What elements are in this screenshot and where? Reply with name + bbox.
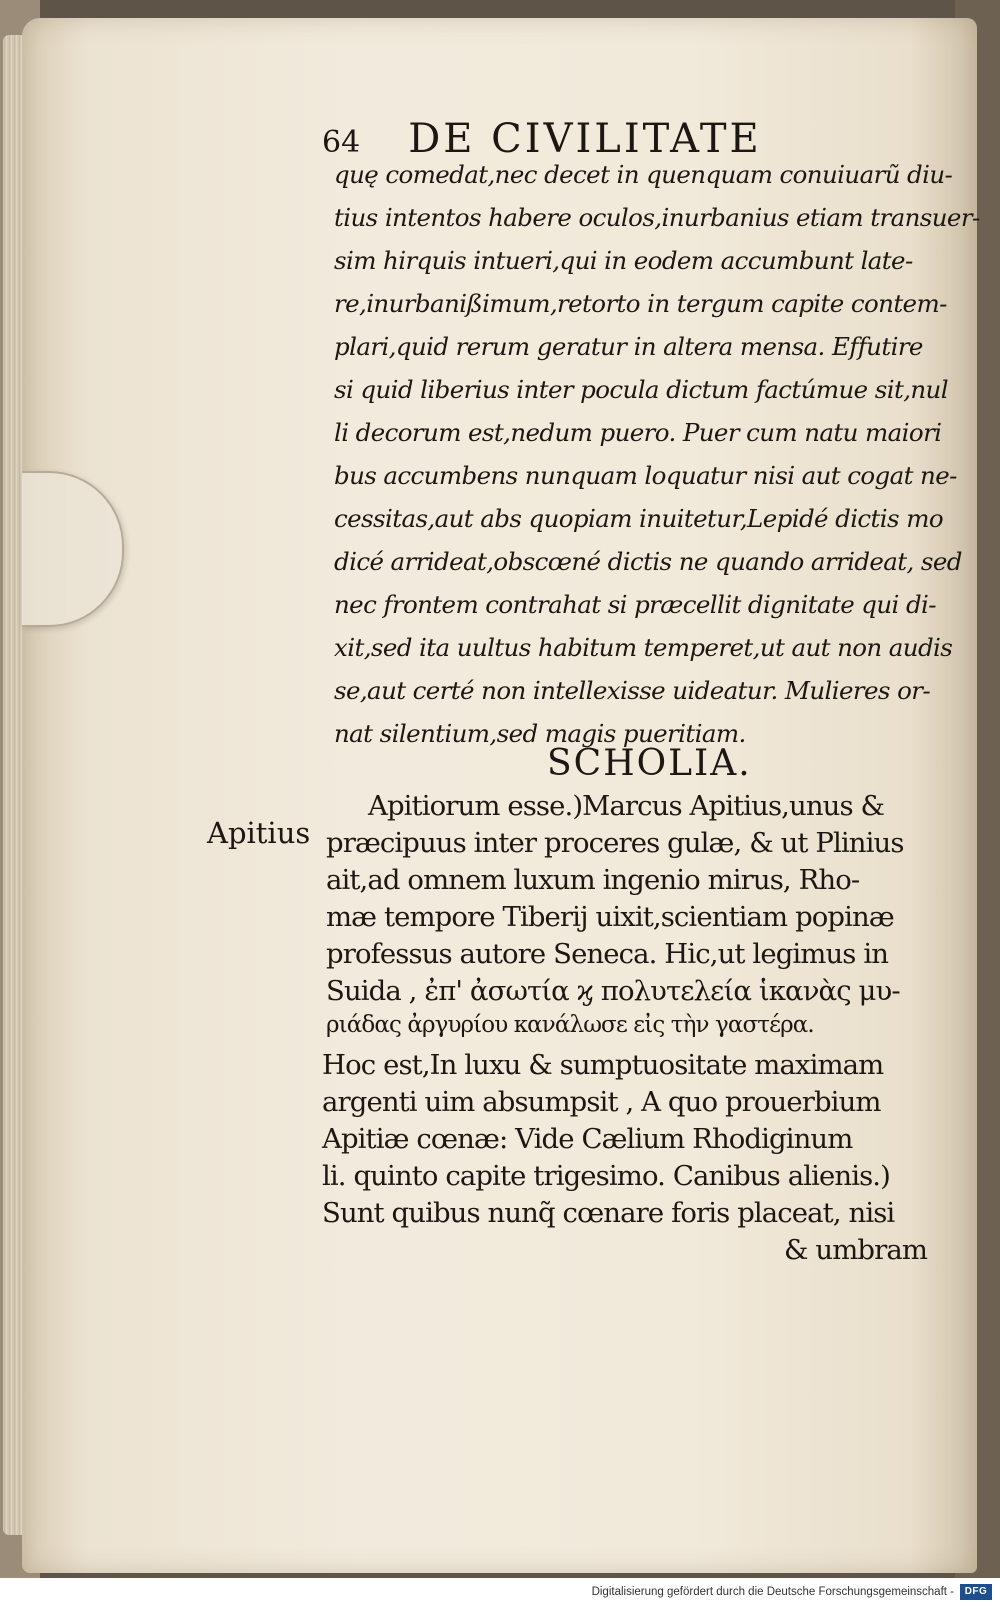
scholia-line: mæ tempore Tiberij uixit,scientiam popinæ <box>326 901 894 933</box>
scholia-line: præcipuus inter proceres gulæ, & ut Plinius <box>326 827 904 859</box>
main-text-line: quę comedat,nec decet in quenquam conuiuarũ diu- <box>334 160 953 189</box>
main-text-line: nat silentium,sed magis pueritiam. <box>334 719 746 748</box>
book-page <box>22 18 980 1573</box>
scholia-line: Sunt quibus nunq̃ cœnare foris placeat, nisi <box>322 1197 895 1229</box>
main-text-line: si quid liberius inter pocula dictum factúmue sit,nul <box>334 375 948 404</box>
scholia-line: ριάδας ἀργυρίου κανάλωσε εἰς τὴν γαστέρα. <box>326 1012 814 1038</box>
page-clip <box>22 471 124 627</box>
scholia-line: Hoc est,In luxu & sumptuositate maximam <box>322 1049 884 1081</box>
scholia-line: Apitiæ cœnæ: Vide Cælium Rhodiginum <box>322 1123 853 1155</box>
main-text-line: tius intentos habere oculos,inurbanius etiam transuer- <box>334 203 980 232</box>
main-text-line: re,inurbanißimum,retorto in tergum capite contem- <box>334 289 947 318</box>
main-text-line: sim hirquis intueri,qui in eodem accumbunt late- <box>334 246 913 275</box>
main-text-line: xit,sed ita uultus habitum temperet,ut aut non audis <box>334 633 953 662</box>
main-text-line: plari,quid rerum geratur in altera mensa. Effutire <box>334 332 923 361</box>
scholia-line: argenti uim absumpsit , A quo prouerbium <box>322 1086 881 1118</box>
margin-note: Apitius <box>207 816 311 850</box>
scholia-line: Apitiorum esse.)Marcus Apitius,unus & <box>368 790 885 822</box>
scholia-line: Suida , ἐπ' ἀσωτία ϗ πολυτελεία ἱκανὰς μυ- <box>326 975 900 1007</box>
main-text-line: cessitas,aut abs quopiam inuitetur,Lepidé dictis mo <box>334 504 943 533</box>
main-text-line: dicé arrideat,obscœné dictis ne quando arrideat, sed <box>334 547 962 576</box>
running-title: DE CIVILITATE <box>408 116 762 162</box>
main-text-line: nec frontem contrahat si præcellit dignitate qui di- <box>334 590 936 619</box>
scholia-heading: SCHOLIA. <box>547 743 752 784</box>
footer-credit: Digitalisierung gefördert durch die Deutsche Forschungsgemeinschaft - <box>591 1586 954 1598</box>
running-header <box>322 116 762 162</box>
dfg-logo: DFG <box>960 1584 992 1600</box>
main-text-line: se,aut certé non intellexisse uideatur. Mulieres or- <box>334 676 931 705</box>
scholia-catchword: & umbram <box>784 1234 928 1266</box>
page-number: 64 <box>322 125 361 160</box>
main-text-line: bus accumbens nunquam loquatur nisi aut cogat ne- <box>334 461 957 490</box>
scholia-line: li. quinto capite trigesimo. Canibus alienis.) <box>322 1160 890 1192</box>
scholia-line: ait,ad omnem luxum ingenio mirus, Rho- <box>326 864 860 896</box>
main-text-line: li decorum est,nedum puero. Puer cum natu maiori <box>334 418 942 447</box>
scholia-line: professus autore Seneca. Hic,ut legimus in <box>326 938 889 970</box>
